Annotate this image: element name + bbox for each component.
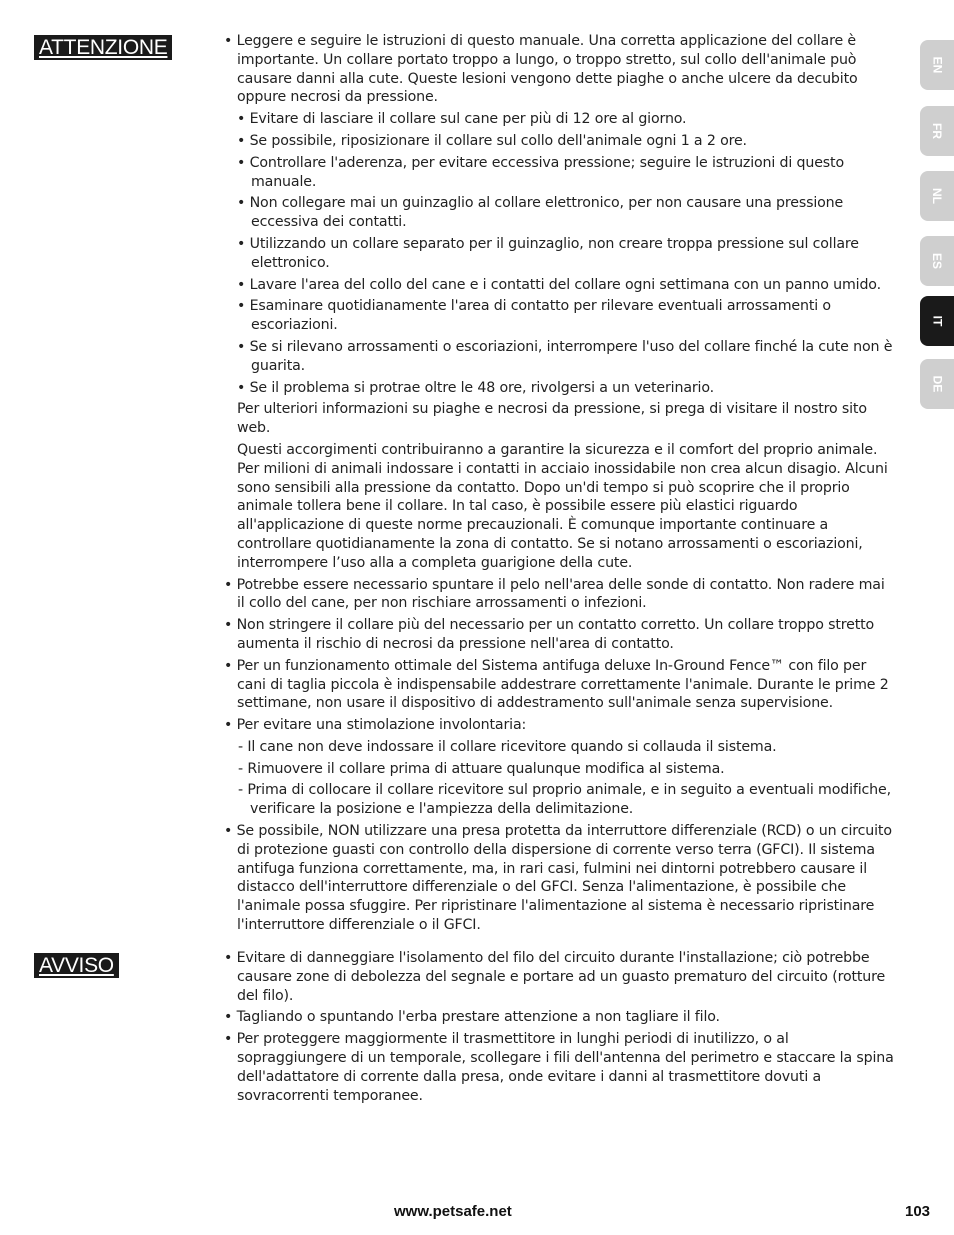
sub-bullet: • Lavare l'area del collo del cane e i contatti del collare ogni settimana con un panno umido. <box>237 276 881 293</box>
tab-en[interactable]: EN <box>920 40 954 90</box>
bullet-item: • Per un funzionamento ottimale del Sistema antifuga deluxe In-Ground Fence™ con filo per cani di taglia piccola è indispensabile addestrare correttamente l'animale. Durante le prime 2 settimane, non usare il dispositivo di addestramento sull'animale senza supervisione. <box>224 657 889 712</box>
footer-url: www.petsafe.net <box>394 1203 512 1220</box>
dash-item: - Rimuovere il collare prima di attuare qualunque modifica al sistema. <box>238 760 725 777</box>
sub-bullet: • Se si rilevano arrossamenti o escoriazioni, interrompere l'uso del collare finché la cute non è guarita. <box>237 338 893 374</box>
bullet-item: • Potrebbe essere necessario spuntare il pelo nell'area delle sonde di contatto. Non radere mai il collo del cane, per non rischiare arrossamenti o infezioni. <box>224 576 885 612</box>
avviso-section <box>224 949 894 1108</box>
bullet-item: • Evitare di danneggiare l'isolamento del filo del circuito durante l'installazione; ciò potrebbe causare zone di debolezza del segnale e portare ad un guasto prematuro del circuito (rotture del filo). <box>224 950 886 1004</box>
sub-bullet: • Se il problema si protrae oltre le 48 ore, rivolgersi a un veterinario. <box>237 379 714 396</box>
sub-bullet: • Evitare di lasciare il collare sul cane per più di 12 ore al giorno. <box>237 111 687 128</box>
tab-fr[interactable]: FR <box>920 106 954 156</box>
tab-it[interactable]: IT <box>920 296 954 346</box>
sub-bullet: • Controllare l'aderenza, per evitare eccessiva pressione; seguire le istruzioni di questo manuale. <box>237 154 844 190</box>
bullet-item: • Se possibile, NON utilizzare una presa protetta da interruttore differenziale (RCD) o un circuito di protezione guasti con controllo della dispersione di corrente verso terra (GFCI). Il sistema antifuga funziona correttamente, ma, in rari casi, fulmini nei dintorni potrebbero causare il distacco dell'interruttore differenziale o del GFCI. Senza l'alimentazione, è possibile che l'animale possa sfuggire. Per ripristinare l'alimentazione al sistema è necessario ripristinare l'interruttore differenziale o il GFCI. <box>224 823 892 934</box>
sub-bullet: • Utilizzando un collare separato per il guinzaglio, non creare troppa pressione sul collare elettronico. <box>237 235 859 271</box>
dash-item: - Il cane non deve indossare il collare ricevitore quando si collauda il sistema. <box>238 738 777 755</box>
dash-item: - Prima di collocare il collare ricevitore sul proprio animale, e in seguito a eventuali modifiche, verificare la posizione e l'ampiezza della delimitazione. <box>238 782 891 818</box>
tab-es[interactable]: ES <box>920 236 954 286</box>
sub-bullet: • Se possibile, riposizionare il collare sul collo dell'animale ogni 1 a 2 ore. <box>237 132 747 149</box>
bullet-item: • Tagliando o spuntando l'erba prestare attenzione a non tagliare il filo. <box>224 1009 720 1026</box>
avviso-label: AVVISO <box>34 953 119 978</box>
intro-bullet: • Leggere e seguire le istruzioni di questo manuale. Una corretta applicazione del collare è importante. Un collare portato troppo a lungo, o troppo stretto, sul collo dell'animale può causare danni alla cute. Queste lesioni vengono dette piaghe o anche ulcere da decubito oppure necrosi da pressione. <box>224 33 858 106</box>
tab-nl[interactable]: NL <box>920 171 954 221</box>
bullet-item: • Non stringere il collare più del necessario per un contatto corretto. Un collare troppo stretto aumenta il rischio di necrosi da pressione nell'area di contatto. <box>224 617 875 652</box>
comfort-paragraph: Questi accorgimenti contribuiranno a garantire la sicurezza e il comfort del proprio animale. Per milioni di animali indossare i contatti in acciaio inossidabile non crea alcun disagio. Alcuni sono sensibili alla pressione da contatto. Dopo un'di tempo si può scoprire che il proprio animale tollera bene il collare. In tal caso, è possibile essere più elastici riguardo all'applicazione di queste norme precauzionali. È comunque importante continuare a controllare quotidianamente la zona di contatto. Se si notano arrossamenti o escoriazioni, interrompere l’uso alla a completa guarigione della cute. <box>237 441 888 571</box>
page-number: 103 <box>905 1203 931 1220</box>
attenzione-label: ATTENZIONE <box>34 35 172 60</box>
bullet-item: • Per proteggere maggiormente il trasmettitore in lunghi periodi di inutilizzo, o al sopraggiungere di un temporale, scollegare i fili dell'antenna del perimetro e staccare la spina dell'adattatore di corrente dalla presa, onde evitare i danni al trasmettitore dovuti a sovracorrenti temporanee. <box>224 1031 894 1104</box>
info-paragraph: Per ulteriori informazioni su piaghe e necrosi da pressione, si prega di visitare il nostro sito web. <box>237 401 867 437</box>
sub-bullet: • Esaminare quotidianamente l'area di contatto per rilevare eventuali arrossamenti o escoriazioni. <box>237 298 831 334</box>
attenzione-section <box>224 32 894 938</box>
bullet-item: • Per evitare una stimolazione involontaria: <box>224 717 527 734</box>
sub-bullet: • Non collegare mai un guinzaglio al collare elettronico, per non causare una pressione eccessiva dei contatti. <box>237 195 844 231</box>
tab-de[interactable]: DE <box>920 359 954 409</box>
